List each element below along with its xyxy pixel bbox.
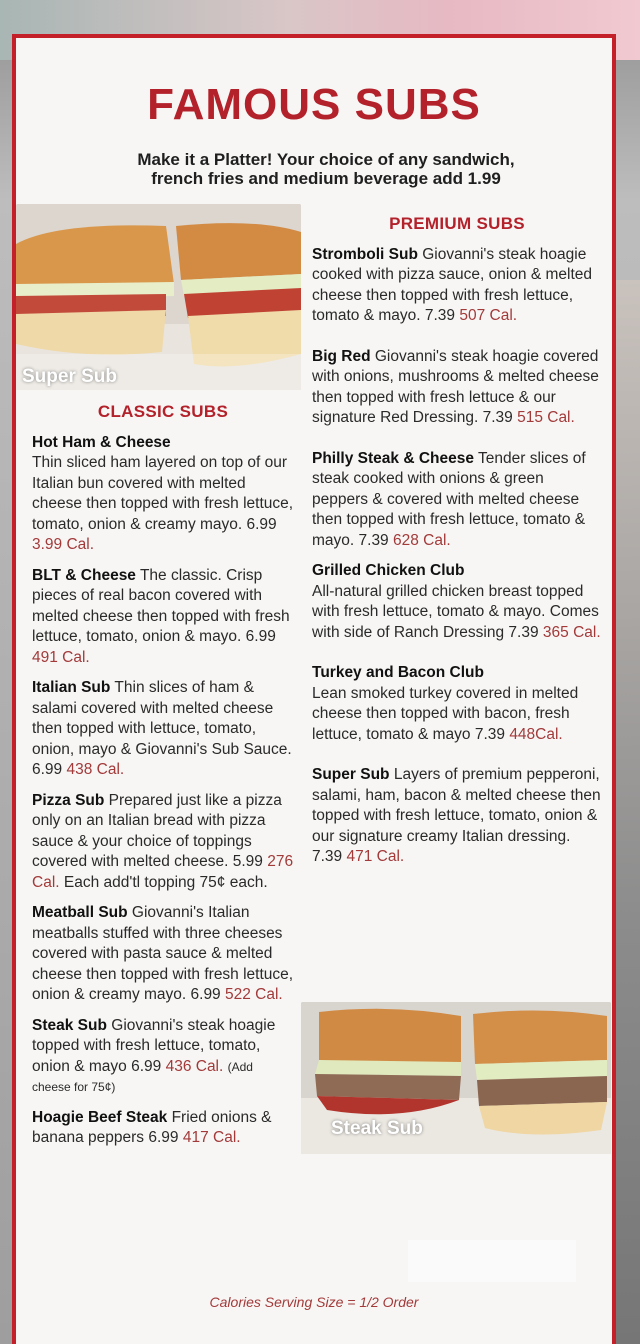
platter-note-line1: Make it a Platter! Your choice of any sandwich,: [137, 150, 515, 169]
classic-subs-heading: CLASSIC SUBS: [97, 402, 229, 421]
sandwich-illustration: [16, 204, 301, 390]
item-name: Italian Sub: [32, 679, 111, 696]
item-description: Layers of premium pepperoni, salami, ham, bacon & melted cheese then topped with fresh lettuce, tomato, onion & our signature creamy Italian dressing. 7.39: [312, 766, 601, 865]
super-sub-photo: [16, 204, 301, 390]
menu-item: [32, 1016, 294, 1098]
menu-item: [32, 791, 294, 894]
item-name: Pizza Sub: [32, 791, 105, 809]
item-calories: 471 Cal.: [346, 848, 405, 865]
menu-item: [312, 765, 602, 868]
item-name: Hoagie Beef Steak: [32, 1108, 168, 1126]
item-calories: 448Cal.: [509, 725, 563, 743]
item-calories: 628 Cal.: [393, 531, 451, 549]
item-extra: (Add cheese for 75¢): [32, 1059, 253, 1094]
item-description: Giovanni's steak hoagie topped with fresh lettuce, tomato, onion & mayo 6.99: [32, 1016, 276, 1075]
item-name: Meatball Sub: [32, 904, 128, 921]
menu-card: [12, 34, 616, 1344]
blurred-area: [408, 1240, 576, 1282]
steak-sub-photo: [301, 1002, 611, 1154]
menu-item: [32, 433, 294, 556]
item-name: Stromboli Sub: [312, 245, 418, 263]
menu-item: [312, 245, 602, 327]
item-name: Philly Steak & Cheese: [312, 449, 474, 467]
item-description: Giovanni's Italian meatballs stuffed with three cheeses covered with pasta sauce & melted cheese then topped with fresh lettuce, onion & creamy mayo. 6.99: [32, 904, 294, 1003]
item-calories: 515 Cal.: [517, 409, 575, 426]
premium-subs-column: [312, 214, 602, 878]
item-name: Super Sub: [312, 766, 390, 783]
item-calories: 436 Cal.: [165, 1057, 224, 1075]
item-calories: 276 Cal.: [32, 853, 294, 891]
platter-note-line2: french fries and medium beverage add 1.99: [151, 169, 501, 188]
item-calories: 417 Cal.: [182, 1129, 241, 1146]
menu-item: [312, 663, 602, 745]
classic-subs-column: [32, 402, 294, 1159]
item-extra: Each add'tl topping 75¢ each.: [63, 873, 268, 891]
premium-subs-heading: PREMIUM SUBS: [389, 214, 525, 233]
item-calories: 491 Cal.: [32, 648, 90, 666]
menu-item: [32, 566, 294, 669]
item-description: All-natural grilled chicken breast topped with fresh lettuce, tomato & mayo. Comes with side of Ranch Dressing 7.39: [312, 582, 599, 641]
item-calories: 522 Cal.: [225, 986, 283, 1003]
menu-item: [32, 678, 294, 781]
item-description: Giovanni's steak hoagie cooked with pizza sauce, onion & melted cheese then topped with fresh lettuce, tomato & mayo. 7.39: [312, 245, 593, 324]
page-title: FAMOUS SUBS: [147, 80, 481, 129]
item-description: Tender slices of steak cooked with onions & green peppers & covered with melted cheese then topped with fresh lettuce, tomato & mayo. 7.39: [312, 449, 586, 549]
menu-item: [312, 449, 602, 552]
item-description: Giovanni's steak hoagie covered with onions, mushrooms & melted cheese then topped with fresh lettuce & our signature Red Dressing. 7.39: [312, 347, 599, 426]
item-name: Hot Ham & Cheese: [32, 433, 171, 451]
item-description: Fried onions & banana peppers 6.99: [32, 1108, 272, 1146]
menu-item: [32, 903, 294, 1006]
item-calories: 365 Cal.: [542, 623, 601, 641]
menu-item: [312, 347, 602, 429]
item-name: Grilled Chicken Club: [312, 562, 465, 579]
item-description: Thin sliced ham layered on top of our Italian bun covered with melted cheese then topped with fresh lettuce, tomato, onion & creamy mayo. 6.99: [32, 454, 294, 533]
item-name: Big Red: [312, 347, 371, 365]
item-description: Thin slices of ham & salami covered with melted cheese then topped with lettuce, tomato, onion, mayo & Giovanni's Sub Sauce. 6.99: [32, 679, 292, 778]
steak-sub-photo-caption: Steak Sub: [331, 1118, 423, 1139]
item-calories: 3.99 Cal.: [32, 536, 95, 553]
item-description: The classic. Crisp pieces of real bacon covered with melted cheese then topped with fresh lettuce, tomato, onion & mayo. 6.99: [32, 566, 290, 645]
item-name: Steak Sub: [32, 1016, 107, 1034]
calories-footnote: Calories Serving Size = 1/2 Order: [209, 1294, 419, 1310]
item-description: Prepared just like a pizza only on an Italian bread with pizza sauce & your choice of toppings covered with melted cheese. 5.99: [32, 791, 282, 870]
super-sub-photo-caption: Super Sub: [22, 366, 118, 387]
menu-item: [312, 561, 602, 643]
item-name: Turkey and Bacon Club: [312, 664, 484, 681]
item-description: Lean smoked turkey covered in melted cheese then topped with bacon, fresh lettuce, tomato & mayo 7.39: [312, 684, 579, 743]
item-calories: 507 Cal.: [459, 307, 518, 324]
platter-note: [86, 150, 566, 188]
menu-item: [32, 1108, 294, 1149]
item-calories: 438 Cal.: [66, 761, 125, 778]
item-name: BLT & Cheese: [32, 566, 136, 584]
